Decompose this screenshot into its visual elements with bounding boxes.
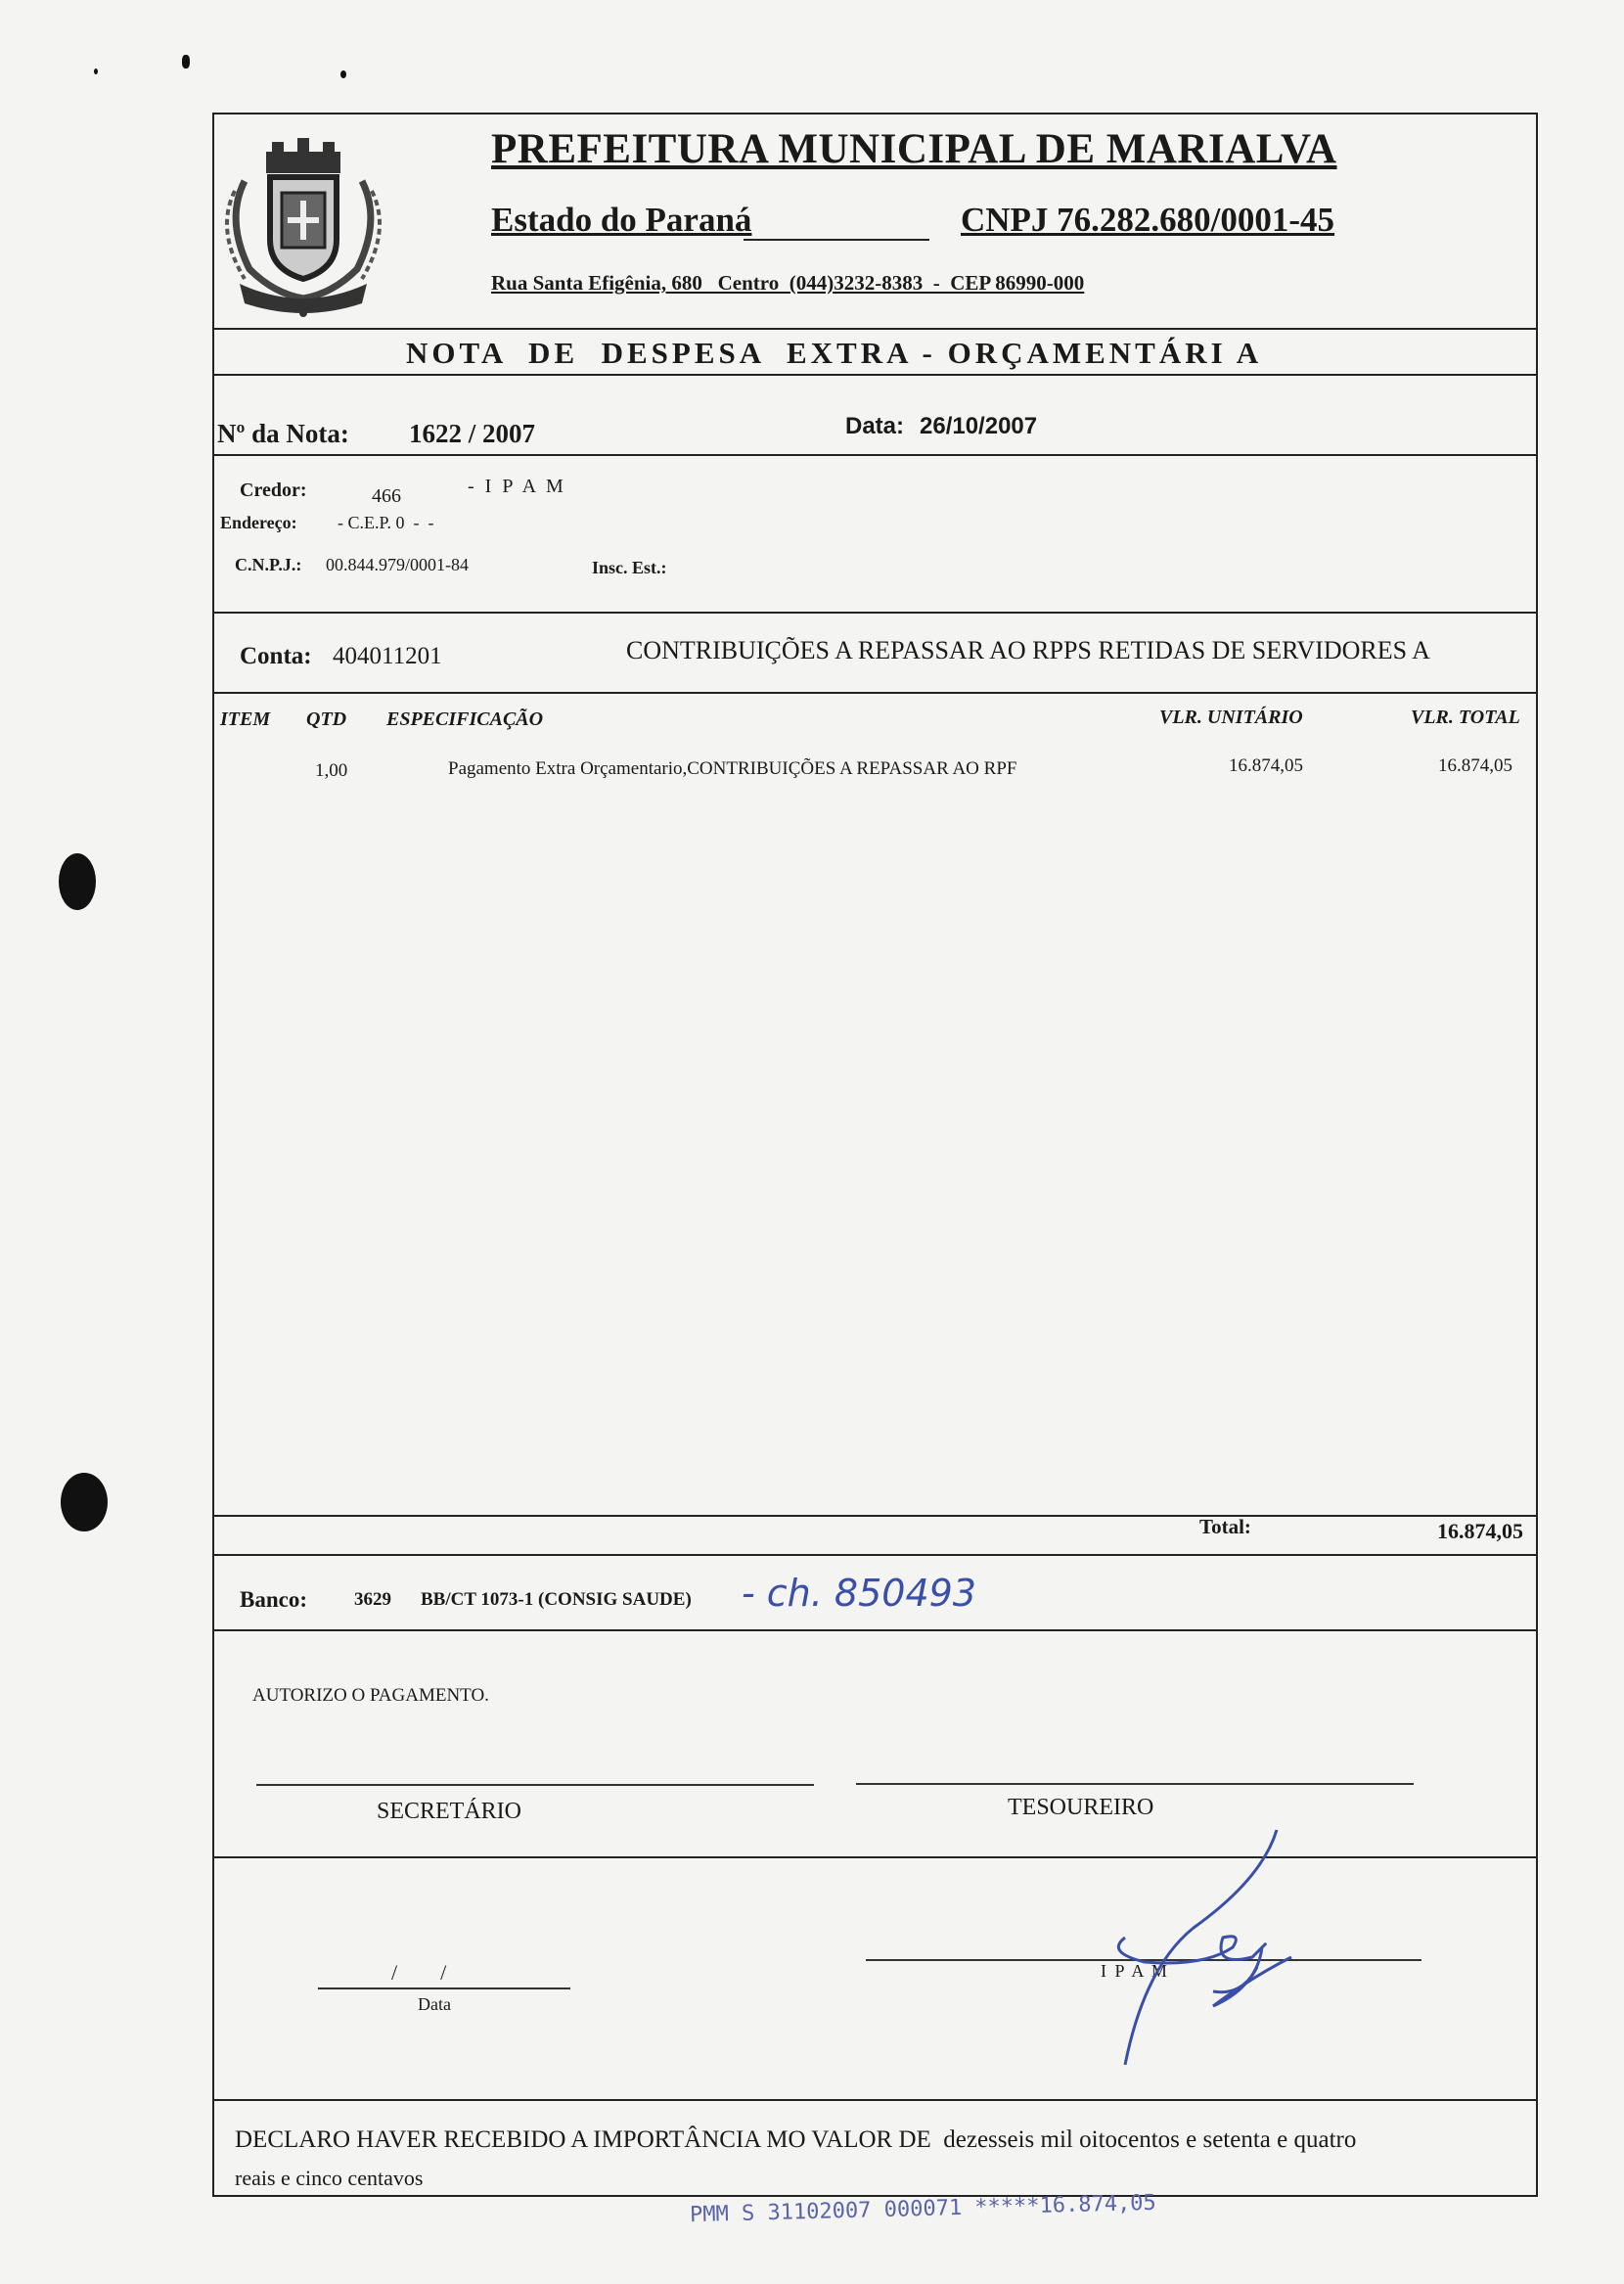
header-divider [212, 328, 1538, 330]
col-header-unit-value: VLR. UNITÁRIO [1159, 707, 1303, 728]
declaration-line-2: reais e cinco centavos [235, 2166, 424, 2190]
handwritten-check-number: - ch. 850493 [742, 1572, 976, 1615]
secretary-label: SECRETÁRIO [377, 1799, 522, 1824]
state-name: Estado do Paraná [491, 201, 752, 239]
row-unit-value: 16.874,05 [1229, 755, 1303, 776]
frame-left [212, 113, 214, 2197]
creditor-label: Credor: [240, 480, 307, 501]
bank-code: 3629 [354, 1589, 391, 1610]
treasurer-signature-line [856, 1783, 1414, 1785]
bank-divider [212, 1629, 1538, 1631]
total-divider [212, 1554, 1538, 1556]
account-divider [212, 692, 1538, 694]
row-total-value: 16.874,05 [1438, 755, 1512, 776]
scan-speck [340, 70, 346, 78]
note-date-label: Data: [845, 413, 905, 439]
municipality-address: Rua Santa Efigênia, 680 Centro (044)3232-8383 - CEP 86990-000 [491, 271, 1085, 295]
col-header-total-value: VLR. TOTAL [1411, 707, 1520, 728]
row-spec: Pagamento Extra Orçamentario,CONTRIBUIÇÕES A REPASSAR AO RPF [448, 758, 1017, 779]
items-bottom-divider [212, 1515, 1538, 1517]
treasurer-label: TESOUREIRO [1008, 1795, 1154, 1820]
secretary-signature-line [256, 1784, 814, 1786]
declaration-line-1: DECLARO HAVER RECEBIDO A IMPORTÂNCIA MO VALOR DE dezesseis mil oitocentos e setenta e quatro [235, 2126, 1357, 2153]
creditor-cnpj-value: 00.844.979/0001-84 [326, 555, 469, 574]
note-divider [212, 454, 1538, 456]
creditor-cnpj-label: C.N.P.J.: [235, 555, 302, 574]
title-divider [212, 374, 1538, 376]
receipt-date-label: Data [418, 1994, 451, 2014]
account-label: Conta: [240, 643, 312, 669]
document-title: NOTA DE DESPESA EXTRA - ORÇAMENTÁRI A [406, 336, 1263, 370]
receipt-divider [212, 2099, 1538, 2101]
receipt-date-line [318, 1987, 570, 1989]
authorization-divider [212, 1856, 1538, 1858]
bank-account-name: BB/CT 1073-1 (CONSIG SAUDE) [421, 1589, 692, 1610]
col-header-spec: ESPECIFICAÇÃO [386, 708, 544, 730]
account-number: 404011201 [333, 643, 442, 669]
note-number-value: 1622 / 2007 [409, 419, 536, 448]
state-registration-label: Insc. Est.: [592, 558, 667, 577]
bank-payment-stamp: PMM S 31102007 000071 *****16.874,05 [689, 2190, 1157, 2228]
punch-hole [61, 1473, 108, 1531]
total-value: 16.874,05 [1437, 1519, 1523, 1543]
scan-speck [182, 55, 190, 69]
total-label: Total: [1199, 1515, 1251, 1538]
frame-bottom [212, 2195, 1538, 2197]
bank-label: Banco: [240, 1587, 307, 1612]
frame-right [1536, 113, 1538, 2197]
punch-hole [59, 853, 96, 910]
scan-speck [94, 69, 98, 74]
municipal-crest-logo [205, 122, 401, 318]
authorization-text: AUTORIZO O PAGAMENTO. [252, 1685, 489, 1706]
note-date-value: 26/10/2007 [920, 413, 1038, 439]
state-underline-gap [744, 239, 929, 241]
creditor-divider [212, 612, 1538, 614]
frame-top [212, 113, 1538, 114]
receiver-name: I P A M [1101, 1961, 1169, 1981]
col-header-qtd: QTD [306, 708, 347, 730]
row-qtd: 1,00 [315, 760, 348, 781]
col-header-item: ITEM [220, 708, 271, 730]
note-number-label: Nº da Nota: [217, 419, 349, 448]
creditor-name: - I P A M [468, 476, 566, 497]
address-label: Endereço: [220, 513, 297, 532]
account-description: CONTRIBUIÇÕES A REPASSAR AO RPPS RETIDAS DE SERVIDORES A [626, 636, 1430, 664]
receipt-date-slashes: / / [391, 1960, 447, 1985]
handwritten-signature-icon [1086, 1820, 1321, 2075]
municipality-cnpj: CNPJ 76.282.680/0001-45 [961, 201, 1335, 239]
address-value: - C.E.P. 0 - - [338, 513, 434, 532]
municipality-title: PREFEITURA MUNICIPAL DE MARIALVA [491, 126, 1337, 172]
creditor-code: 466 [372, 485, 401, 507]
